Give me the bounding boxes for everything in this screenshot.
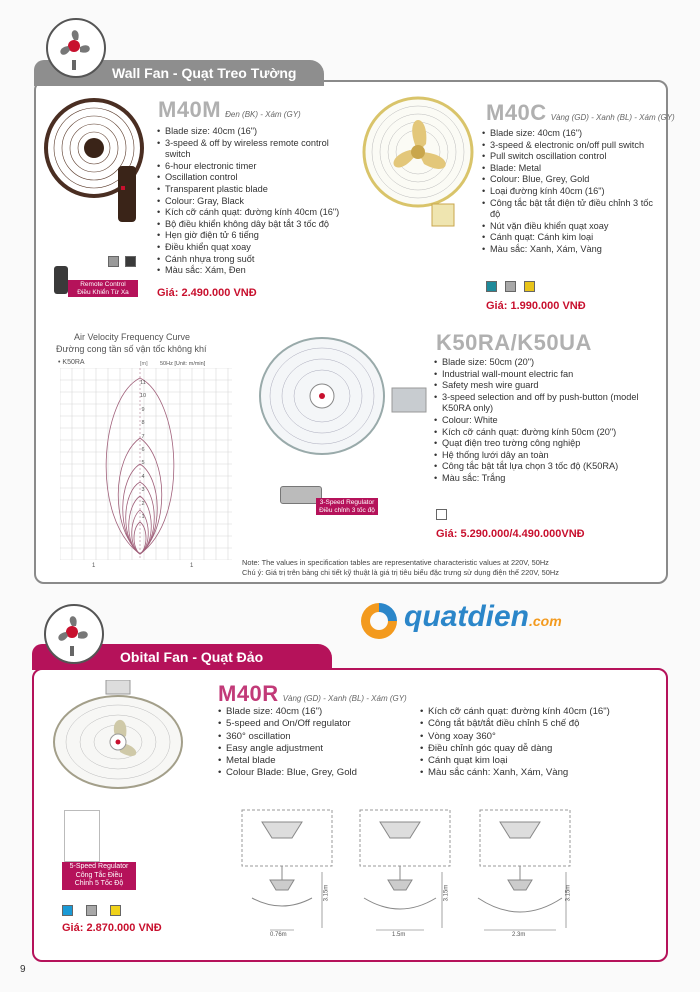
- m40r-model-name: [218, 681, 407, 707]
- m40r-regulator-en: 5-Speed Regulator: [69, 863, 129, 870]
- m40r-colors-label: Vàng (GD) - Xanh (BL) - Xám (GY): [282, 694, 407, 703]
- spec-item: • Bộ điều khiển không dây bật tắt 3 tốc độ: [157, 219, 347, 231]
- spec-item: • Oscillation control: [157, 172, 347, 184]
- y-tick: 2: [141, 500, 145, 507]
- m40m-spec-list: [157, 126, 347, 277]
- watermark-logo-icon: [358, 600, 400, 642]
- spec-item: • Cánh nhựa trong suốt: [157, 254, 347, 266]
- m40r-spec-list-en: [218, 706, 408, 780]
- spec-item: • 3-speed selection and off by push-button (model K50RA only): [434, 392, 654, 415]
- spec-item: • Colour: White: [434, 415, 654, 427]
- color-swatch-gray: [108, 256, 119, 267]
- spec-item: • Kích cỡ cánh quạt: đường kính 50cm (20"): [434, 427, 654, 439]
- install-diagram-2: [350, 802, 460, 942]
- y-tick: 4: [141, 473, 145, 480]
- m40r-price: Giá: 2.870.000 VNĐ: [62, 922, 162, 934]
- install-diagram-1: [232, 802, 342, 942]
- k50-model-name: K50RA/K50UA: [436, 330, 592, 355]
- m40c-spec-list: [482, 128, 658, 256]
- color-swatch-gold: [524, 281, 535, 292]
- color-swatch-black: [125, 256, 136, 267]
- curve-title-vi: Đường cong tần số vận tốc không khí: [56, 344, 207, 354]
- regulator-label-en: 3-Speed Regulator: [319, 499, 375, 506]
- dim-label-1: 0.76m: [270, 932, 287, 938]
- height-label-3: 3.15m: [565, 884, 572, 902]
- spec-item: • Kích cỡ cánh quạt: đường kính 40cm (16"): [420, 706, 650, 718]
- m40r-spec-list-vi: [420, 706, 650, 780]
- dim-label-3: 2.3m: [512, 932, 526, 938]
- spec-item: • Màu sắc: Xanh, Xám, Vàng: [482, 244, 658, 256]
- remote-label-vi: Điều Khiển Từ Xa: [77, 288, 129, 296]
- color-swatch-blue: [486, 281, 497, 292]
- m40m-model-label: M40M: [158, 97, 222, 122]
- spec-item: • Blade size: 40cm (16"): [157, 126, 347, 138]
- y-tick: 9: [141, 406, 145, 413]
- k50-spec-list: [434, 357, 654, 485]
- y-tick: 8: [141, 420, 145, 427]
- spec-item: • Công tắc bật tắt lựa chọn 3 tốc độ (K50RA): [434, 461, 654, 473]
- brand-logo-icon: [46, 18, 106, 78]
- spec-item: • Transparent plastic blade: [157, 184, 347, 196]
- curve-y-ticks: [136, 377, 150, 524]
- spec-item: • Pull switch oscillation control: [482, 151, 658, 163]
- spec-item: • Blade size: 50cm (20"): [434, 357, 654, 369]
- spec-item: • 3-speed & off by wireless remote control switch: [157, 138, 347, 161]
- remote-control-tag: [68, 280, 138, 297]
- regulator-label-vi: Điều chỉnh 3 tốc độ: [319, 506, 375, 514]
- spec-item: • Industrial wall-mount electric fan: [434, 369, 654, 381]
- y-tick: 10: [139, 393, 147, 400]
- note-en: Note: The values in specification tables are representative characteristic values at 220V, 50Hz: [242, 558, 549, 567]
- m40c-price: Giá: 1.990.000 VNĐ: [486, 300, 586, 312]
- m40r-regulator-icon: [64, 810, 100, 862]
- spec-item: • Màu sắc cánh: Xanh, Xám, Vàng: [420, 767, 650, 779]
- spec-item: • Công tắc bật tắt điện tử điều chỉnh 3 tốc độ: [482, 198, 658, 221]
- color-swatch-grey: [86, 905, 97, 916]
- spec-item: • 3-speed & electronic on/off pull switch: [482, 140, 658, 152]
- spec-item: • Kích cỡ cánh quạt: đường kính 40cm (16"): [157, 207, 347, 219]
- page-number: 9: [20, 964, 26, 975]
- k50-price: Giá: 5.290.000/4.490.000VNĐ: [436, 528, 585, 540]
- spec-item: • 6-hour electronic timer: [157, 161, 347, 173]
- y-tick: 11: [140, 380, 146, 386]
- spec-item: • Hẹn giờ điện tử 6 tiếng: [157, 230, 347, 242]
- note-vi: Chú ý: Giá trị trên bảng chi tiết kỹ thuật là giá trị tiêu biểu đặc trưng sử dụng điện thế 220V, 50Hz: [242, 568, 559, 577]
- curve-x-right: 1: [190, 563, 194, 569]
- spec-item: • Colour Blade: Blue, Grey, Gold: [218, 767, 408, 779]
- curve-legend: • K50RA: [58, 359, 85, 366]
- color-swatch-white: [436, 509, 447, 520]
- watermark-suffix: .com: [529, 613, 562, 629]
- spec-item: • Nút vặn điều khiển quạt xoay: [482, 221, 658, 233]
- spec-item: • Loại đường kính 40cm (16"): [482, 186, 658, 198]
- spec-item: • Màu sắc: Trắng: [434, 473, 654, 485]
- y-tick: 5: [141, 460, 145, 467]
- y-tick: 7: [141, 433, 145, 440]
- height-label-1: 3.15m: [323, 884, 330, 902]
- curve-x-left: 1: [92, 563, 96, 569]
- curve-axis-unit-m: [m]: [140, 361, 148, 367]
- m40r-regulator-tag: [62, 862, 136, 890]
- spec-item: • Cánh quạt kim loại: [420, 755, 650, 767]
- m40m-model-name: [158, 97, 301, 123]
- spec-item: • Màu sắc: Xám, Đen: [157, 265, 347, 277]
- spec-item: • Quạt điện treo tường công nghiệp: [434, 438, 654, 450]
- height-label-2: 3.15m: [443, 884, 450, 902]
- spec-item: • Hệ thống lưới dây an toàn: [434, 450, 654, 462]
- spec-item: • Blade size: 40cm (16"): [218, 706, 408, 718]
- spec-item: • Metal blade: [218, 755, 408, 767]
- spec-item: • Cánh quạt: Cánh kim loại: [482, 232, 658, 244]
- y-tick: 1: [141, 514, 145, 521]
- spec-item: • Blade: Metal: [482, 163, 658, 175]
- wall-fan-section-title: Wall Fan - Quạt Treo Tường: [112, 65, 297, 81]
- install-diagram-3: [470, 802, 580, 942]
- spec-item: • 360° oscillation: [218, 731, 408, 743]
- y-tick: 3: [141, 487, 145, 494]
- m40c-model-label: M40C: [486, 100, 547, 125]
- curve-legend-label: K50RA: [62, 359, 85, 366]
- m40r-fan-image: [48, 680, 188, 796]
- m40m-fan-image: [42, 96, 152, 236]
- spec-item: • Điều khiển quạt xoay: [157, 242, 347, 254]
- brand-logo-icon-2: [44, 604, 104, 664]
- color-swatch-grey: [505, 281, 516, 292]
- spec-item: • Safety mesh wire guard: [434, 380, 654, 392]
- orbit-fan-section-title: Obital Fan - Quạt Đảo: [120, 649, 264, 665]
- m40c-model-name: [486, 100, 675, 126]
- curve-title-en: Air Velocity Frequency Curve: [74, 332, 191, 342]
- curve-unit: 50Hz [Unit: m/min]: [160, 361, 206, 367]
- spec-item: • Colour: Blue, Grey, Gold: [482, 174, 658, 186]
- y-tick: 6: [141, 447, 145, 454]
- color-swatch-blue: [62, 905, 73, 916]
- m40m-colors-label: Đen (BK) - Xám (GY): [225, 110, 301, 119]
- spec-item: • Công tắt bật/tắt điều chỉnh 5 chế độ: [420, 718, 650, 730]
- spec-item: • Vòng xoay 360°: [420, 731, 650, 743]
- k50-regulator-tag: [316, 498, 378, 515]
- watermark-text: [404, 600, 562, 634]
- k50-fan-image: [252, 326, 432, 466]
- spec-item: • Easy angle adjustment: [218, 743, 408, 755]
- watermark-main: quatdien: [404, 600, 529, 633]
- dim-label-2: 1.5m: [392, 932, 406, 938]
- spec-item: • Colour: Gray, Black: [157, 196, 347, 208]
- color-swatch-gold: [110, 905, 121, 916]
- spec-item: • Điều chỉnh góc quay dễ dàng: [420, 743, 650, 755]
- m40r-model-label: M40R: [218, 681, 279, 706]
- m40c-fan-image: [360, 94, 480, 234]
- m40c-colors-label: Vàng (GD) - Xanh (BL) - Xám (GY): [550, 113, 675, 122]
- m40m-price: Giá: 2.490.000 VNĐ: [157, 287, 257, 299]
- spec-item: • Blade size: 40cm (16"): [482, 128, 658, 140]
- m40r-regulator-vi2: Chỉnh 5 Tốc Độ: [74, 880, 124, 887]
- spec-item: • 5-speed and On/Off regulator: [218, 718, 408, 730]
- remote-control-icon: [54, 266, 68, 294]
- m40r-regulator-vi1: Công Tắc Điều: [75, 871, 123, 879]
- remote-label-en: Remote Control: [80, 281, 126, 288]
